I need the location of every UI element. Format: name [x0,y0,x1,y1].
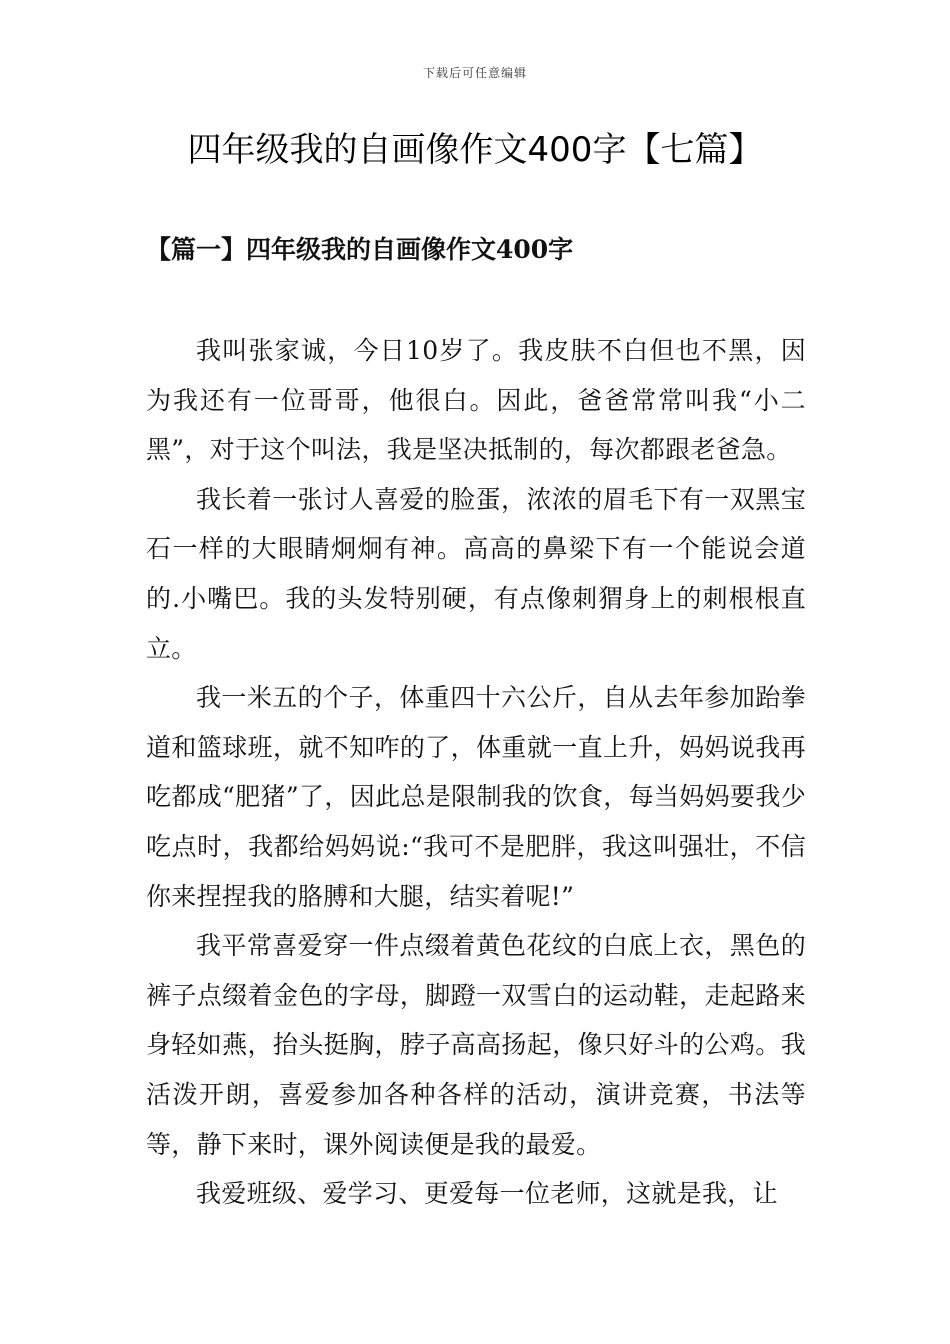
essay-body [146,326,806,1219]
paragraph-1: 我叫张家诚，今日10岁了。我皮肤不白但也不黑，因为我还有一位哥哥，他很白。因此，爸爸常常叫我“小二黑”，对于这个叫法，我是坚决抵制的，每次都跟老爸急。 [146,336,806,465]
paragraph-3: 我一米五的个子，体重四十六公斤，自从去年参加跆拳道和篮球班，就不知咋的了，体重就一直上升，妈妈说我再吃都成“肥猪”了，因此总是限制我的饮食，每当妈妈要我少吃点时，我都给妈妈说:“我可不是肥胖，我这叫强壮，不信你来捏捏我的胳膊和大腿，结实着呢!” [146,683,806,911]
section-heading: 【篇一】四年级我的自画像作文400字 [146,235,574,264]
paragraph-2: 我长着一张讨人喜爱的脸蛋，浓浓的眉毛下有一双黑宝石一样的大眼睛炯炯有神。高高的鼻梁下有一个能说会道的.小嘴巴。我的头发特别硬，有点像刺猬身上的刺根根直立。 [146,484,806,663]
paragraph-5: 我爱班级、爱学习、更爱每一位老师，这就是我，让 [196,1179,778,1209]
header-note: 下载后可任意编辑 [422,66,527,80]
page-title: 四年级我的自画像作文400字【七篇】 [187,130,763,170]
paragraph-4: 我平常喜爱穿一件点缀着黄色花纹的白底上衣，黑色的裤子点缀着金色的字母，脚蹬一双雪白的运动鞋，走起路来身轻如燕，抬头挺胸，脖子高高扬起，像只好斗的公鸡。我活泼开朗，喜爱参加各种各样的活动，演讲竞赛，书法等等，静下来时，课外阅读便是我的最爱。 [146,931,806,1159]
